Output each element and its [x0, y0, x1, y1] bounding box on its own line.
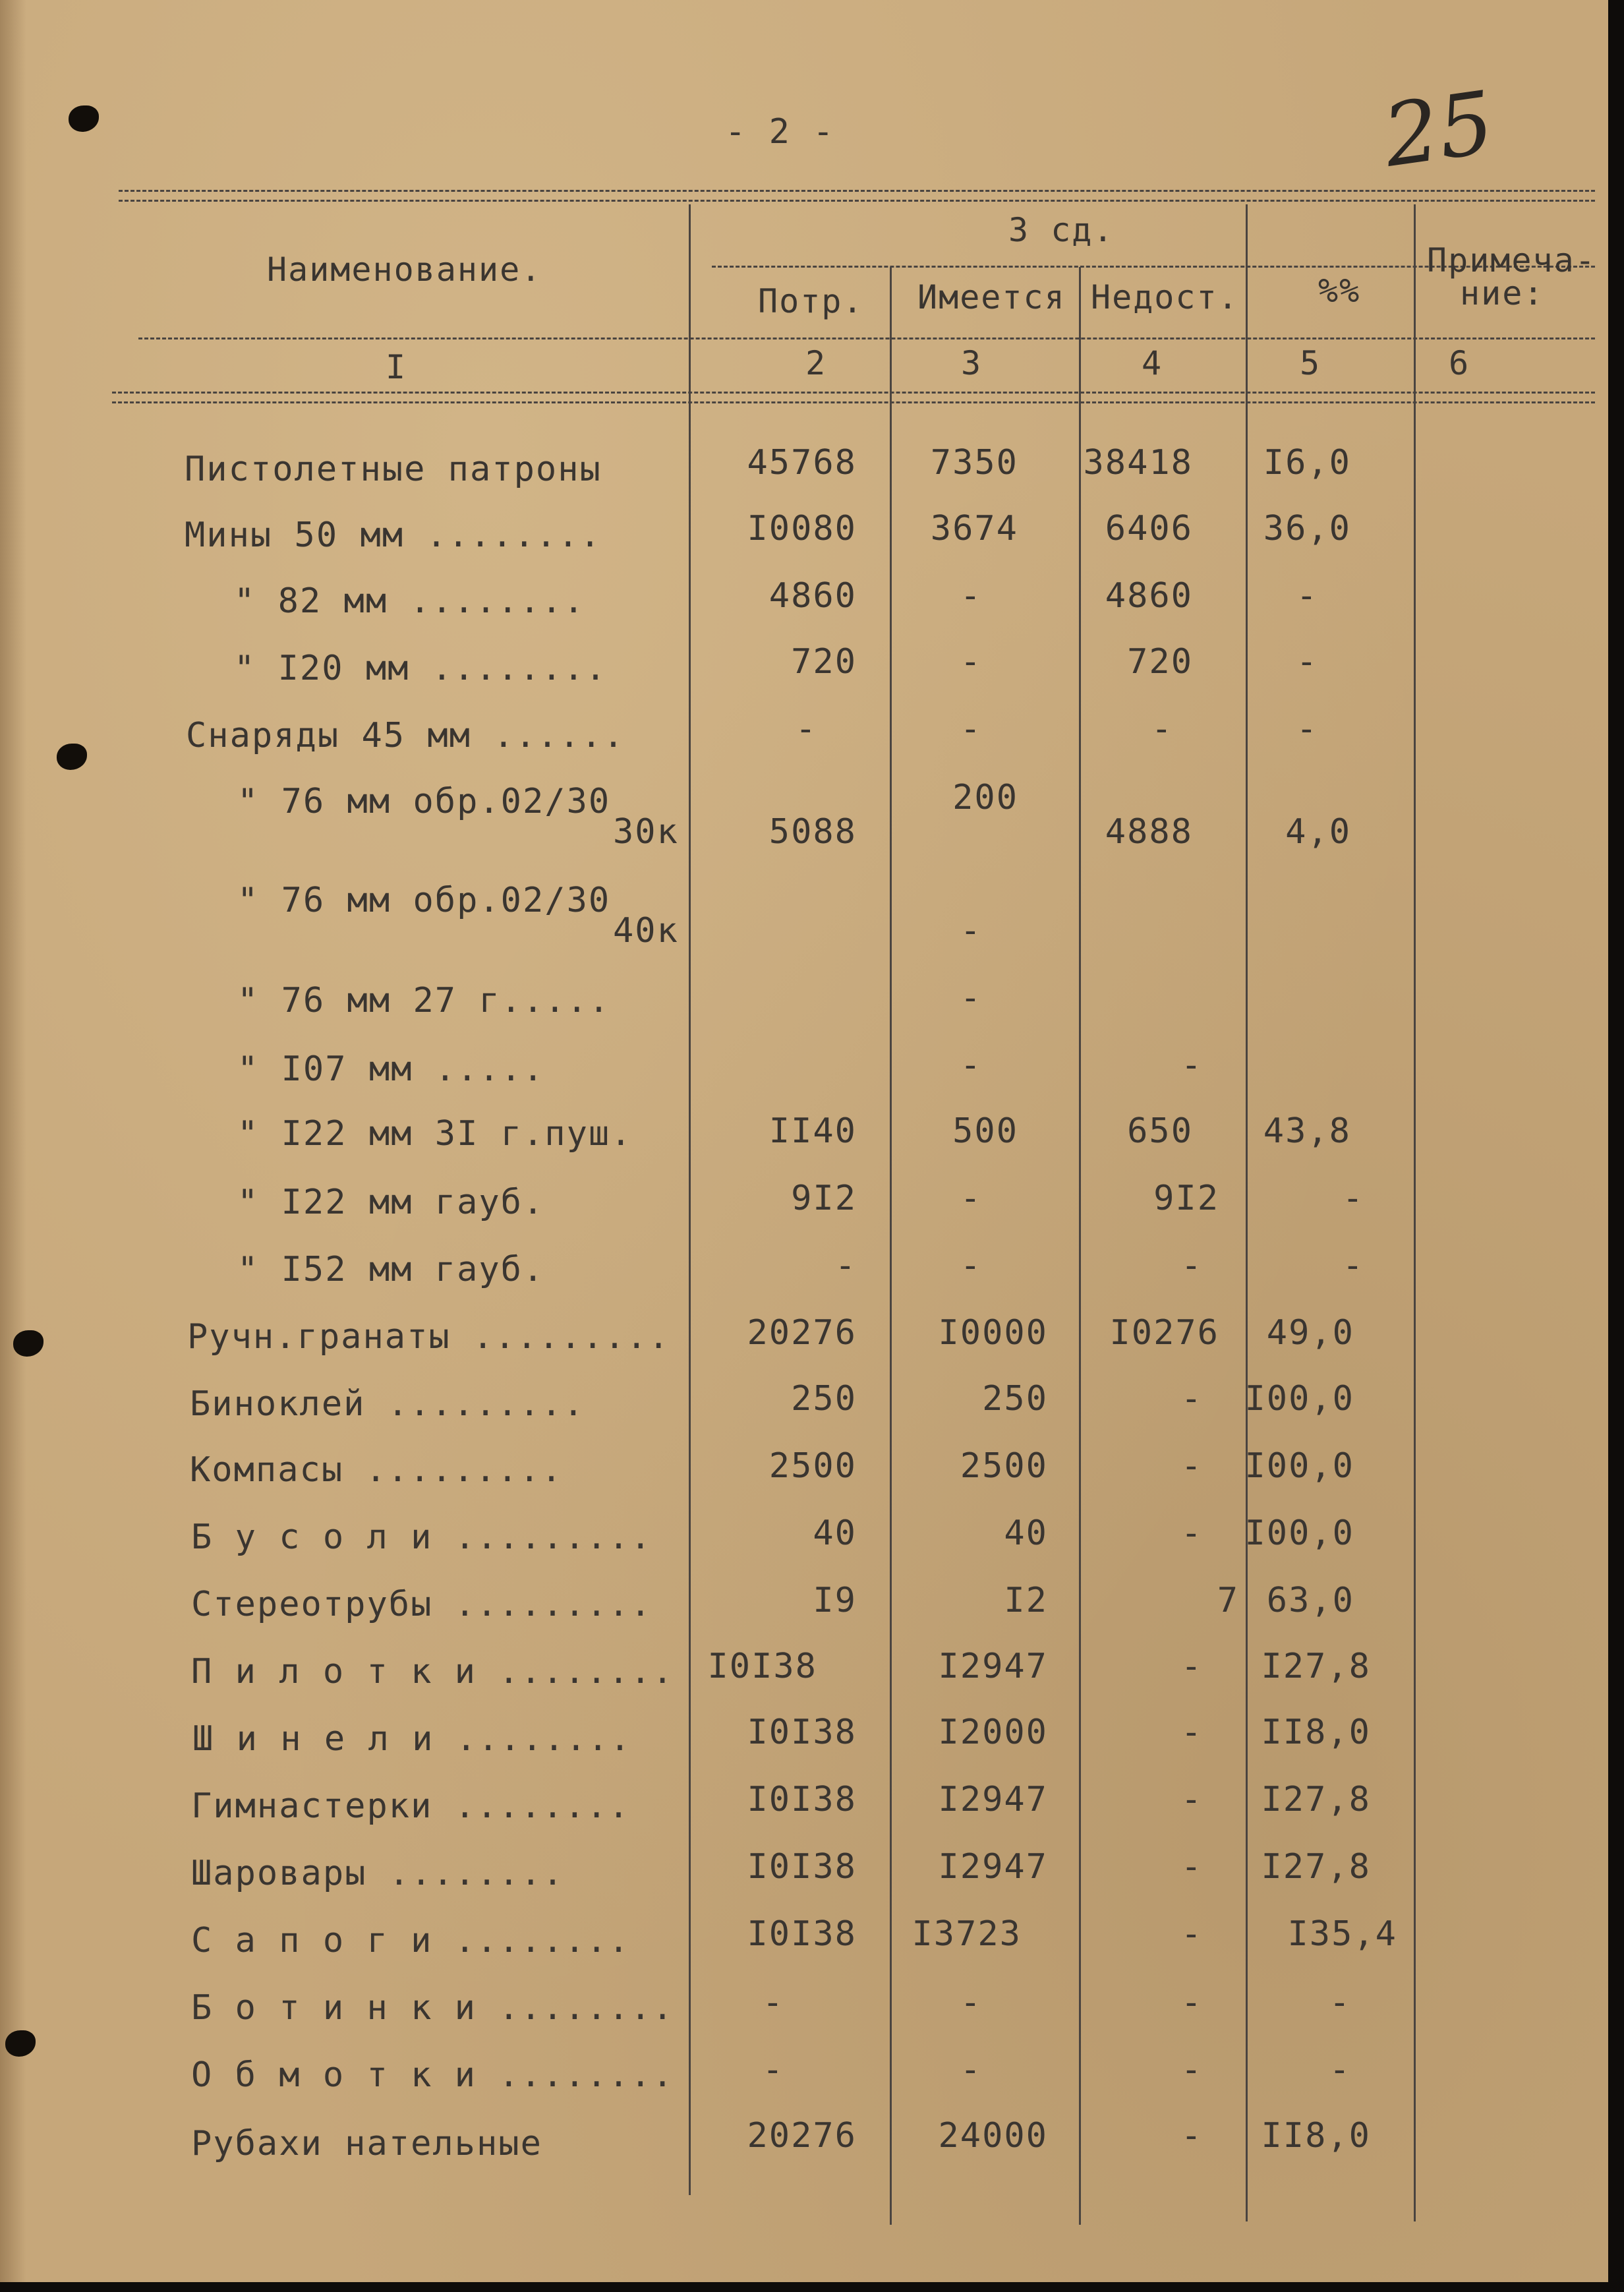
row-name: Снаряды 45 мм ...... — [186, 716, 625, 755]
row-name: О б м о т к и ........ — [191, 2055, 674, 2095]
row-short: - — [1180, 2050, 1203, 2090]
header-colnum-4: 4 — [1142, 344, 1163, 382]
row-have: 7350 — [930, 443, 1018, 483]
row-short: 4888 — [1105, 812, 1193, 852]
row-short: 650 — [1127, 1111, 1193, 1151]
row-have: 2500 — [960, 1446, 1048, 1486]
row-name: Компасы ......... — [190, 1450, 564, 1490]
row-pct: 49,0 — [1266, 1313, 1354, 1353]
punch-hole — [5, 2030, 36, 2057]
row-pct: I00,0 — [1244, 1513, 1354, 1553]
row-have: - — [960, 709, 982, 749]
row-have: I2947 — [938, 1780, 1048, 1819]
row-name: " 76 мм обр.02/30 — [237, 881, 611, 920]
row-name-suffix: 30к — [613, 812, 679, 852]
row-need: 40 — [813, 1513, 857, 1553]
row-pct: I27,8 — [1261, 1647, 1371, 1686]
row-short: 9I2 — [1153, 1179, 1219, 1218]
row-need: - — [834, 1246, 857, 1285]
row-name: " 76 мм 27 г..... — [237, 981, 611, 1020]
row-need: I0080 — [747, 509, 857, 548]
header-short: Недост. — [1091, 278, 1239, 316]
row-need: 2500 — [768, 1446, 857, 1486]
row-need: - — [762, 2050, 784, 2090]
row-name: Гимнастерки ........ — [191, 1786, 631, 1826]
row-have: - — [960, 1179, 982, 1218]
row-short: - — [1180, 1246, 1203, 1285]
header-percent: %% — [1318, 272, 1361, 310]
row-pct: 36,0 — [1263, 509, 1351, 548]
row-name: Биноклей ......... — [190, 1384, 585, 1424]
column-divider — [1246, 204, 1248, 2221]
row-name: П и л о т к и ........ — [191, 1652, 674, 1691]
row-need: I0I38 — [747, 1914, 857, 1954]
row-pct: II8,0 — [1261, 1713, 1371, 1752]
row-pct: I27,8 — [1261, 1847, 1371, 1887]
header-colnum-5: 5 — [1300, 344, 1321, 382]
row-have: - — [960, 1983, 982, 2022]
row-short: 4860 — [1105, 576, 1193, 616]
row-pct: I00,0 — [1244, 1446, 1354, 1486]
row-name: " I20 мм ........ — [234, 649, 608, 688]
row-name: Ручн.гранаты ......... — [187, 1317, 670, 1357]
column-divider — [890, 267, 892, 2225]
row-pct: - — [1329, 2050, 1351, 2090]
row-name: " I52 мм гауб. — [237, 1250, 545, 1289]
row-need: 4860 — [768, 576, 857, 616]
row-have: - — [960, 2050, 982, 2090]
row-need: I9 — [813, 1581, 857, 1620]
header-need: Потр. — [758, 282, 864, 320]
row-have: - — [960, 911, 982, 951]
row-have: - — [960, 1246, 982, 1285]
row-name-suffix: 40к — [613, 911, 679, 951]
column-divider — [1414, 204, 1416, 2221]
row-short: - — [1180, 1780, 1203, 1819]
header-colnum-2: 2 — [805, 344, 827, 382]
row-short: - — [1180, 1847, 1203, 1887]
row-pct: - — [1296, 709, 1318, 749]
header-colnum-6: 6 — [1449, 344, 1470, 382]
row-short: - — [1180, 1513, 1203, 1553]
row-pct: I35,4 — [1287, 1914, 1397, 1954]
row-have: I2947 — [938, 1847, 1048, 1887]
row-name: Мины 50 мм ........ — [185, 515, 602, 555]
row-have: I3723 — [912, 1914, 1022, 1954]
row-need: 5088 — [768, 812, 857, 852]
row-short: - — [1180, 1713, 1203, 1752]
header-name: Наименование. — [267, 250, 542, 289]
row-short: - — [1180, 1379, 1203, 1419]
row-pct: 4,0 — [1285, 812, 1351, 852]
row-need: II40 — [768, 1111, 857, 1151]
row-have: 200 — [952, 778, 1018, 817]
row-name: Шаровары ........ — [191, 1854, 565, 1893]
row-pct: 63,0 — [1266, 1581, 1354, 1620]
row-pct: I6,0 — [1263, 443, 1351, 483]
column-divider — [689, 204, 691, 2195]
page-number: - 2 - — [725, 112, 835, 152]
row-have: I2947 — [938, 1647, 1048, 1686]
row-short: - — [1180, 1914, 1203, 1954]
row-short: 38418 — [1083, 443, 1193, 483]
punch-hole — [69, 105, 99, 132]
handwritten-page-note: 25 — [1378, 72, 1500, 187]
row-name: " 76 мм обр.02/30 — [237, 782, 611, 821]
row-name: " I22 мм 3I г.пуш. — [237, 1114, 633, 1154]
row-have: I2000 — [938, 1713, 1048, 1752]
row-pct: - — [1296, 642, 1318, 682]
row-have: - — [960, 1045, 982, 1085]
row-name: " I07 мм ..... — [237, 1049, 545, 1089]
punch-hole — [13, 1330, 44, 1357]
row-short: 6406 — [1105, 509, 1193, 548]
header-colnum-3: 3 — [961, 344, 983, 382]
row-have: 3674 — [930, 509, 1018, 548]
column-divider — [1079, 267, 1081, 2225]
row-pct: - — [1296, 576, 1318, 616]
row-pct: I27,8 — [1261, 1780, 1371, 1819]
row-name: Пистолетные патроны — [185, 450, 602, 489]
row-need: 9I2 — [791, 1179, 857, 1218]
row-have: 40 — [1004, 1513, 1048, 1553]
row-pct: - — [1342, 1179, 1364, 1218]
header-bottom-rule — [112, 392, 1595, 403]
row-need: 250 — [791, 1379, 857, 1419]
row-need: 720 — [791, 642, 857, 682]
row-name: " 82 мм ........ — [234, 581, 585, 621]
row-name: " I22 мм гауб. — [237, 1183, 545, 1222]
row-have: I0000 — [938, 1313, 1048, 1353]
row-short: 7 — [1217, 1581, 1239, 1620]
row-name: Рубахи нательные — [191, 2124, 542, 2163]
row-pct: I00,0 — [1244, 1379, 1354, 1419]
row-short: I0276 — [1109, 1313, 1219, 1353]
row-name: С а п о г и ........ — [191, 1921, 631, 1960]
row-pct: - — [1329, 1983, 1351, 2022]
row-have: 24000 — [938, 2116, 1048, 2156]
row-have: - — [960, 978, 982, 1018]
row-have: - — [960, 576, 982, 616]
subheader-rule — [138, 338, 1595, 339]
row-need: I0I38 — [747, 1780, 857, 1819]
row-short: - — [1180, 1446, 1203, 1486]
row-short: - — [1180, 1983, 1203, 2022]
row-have: I2 — [1004, 1581, 1048, 1620]
row-have: - — [960, 642, 982, 682]
row-name: Стереотрубы ......... — [191, 1585, 652, 1624]
header-note-2: ние: — [1460, 274, 1545, 312]
header-note-1: Примеча- — [1427, 241, 1596, 279]
row-pct: 43,8 — [1263, 1111, 1351, 1151]
header-colnum-1: I — [386, 348, 407, 386]
row-need: 20276 — [747, 1313, 857, 1353]
row-short: - — [1180, 1647, 1203, 1686]
header-group: 3 сд. — [1008, 211, 1115, 249]
row-short: 720 — [1127, 642, 1193, 682]
header-top-rule — [119, 190, 1595, 202]
row-need: - — [795, 709, 817, 749]
row-have: 250 — [982, 1379, 1048, 1419]
row-pct: - — [1342, 1246, 1364, 1285]
binding-edge-shadow — [0, 0, 26, 2282]
row-name: Ш и н е л и ........ — [192, 1719, 632, 1759]
row-short: - — [1180, 1045, 1203, 1085]
row-need: I0I38 — [707, 1647, 817, 1686]
row-have: 500 — [952, 1111, 1018, 1151]
row-pct: II8,0 — [1261, 2116, 1371, 2156]
punch-hole — [57, 744, 87, 770]
header-have: Имеется — [917, 278, 1066, 316]
row-need: 20276 — [747, 2116, 857, 2156]
row-name: Б у с о л и ......... — [191, 1517, 652, 1557]
row-need: 45768 — [747, 443, 857, 483]
row-need: I0I38 — [747, 1713, 857, 1752]
row-short: - — [1180, 2116, 1203, 2156]
row-name: Б о т и н к и ........ — [191, 1988, 674, 2028]
row-short: - — [1151, 709, 1173, 749]
row-need: I0I38 — [747, 1847, 857, 1887]
row-need: - — [762, 1983, 784, 2022]
